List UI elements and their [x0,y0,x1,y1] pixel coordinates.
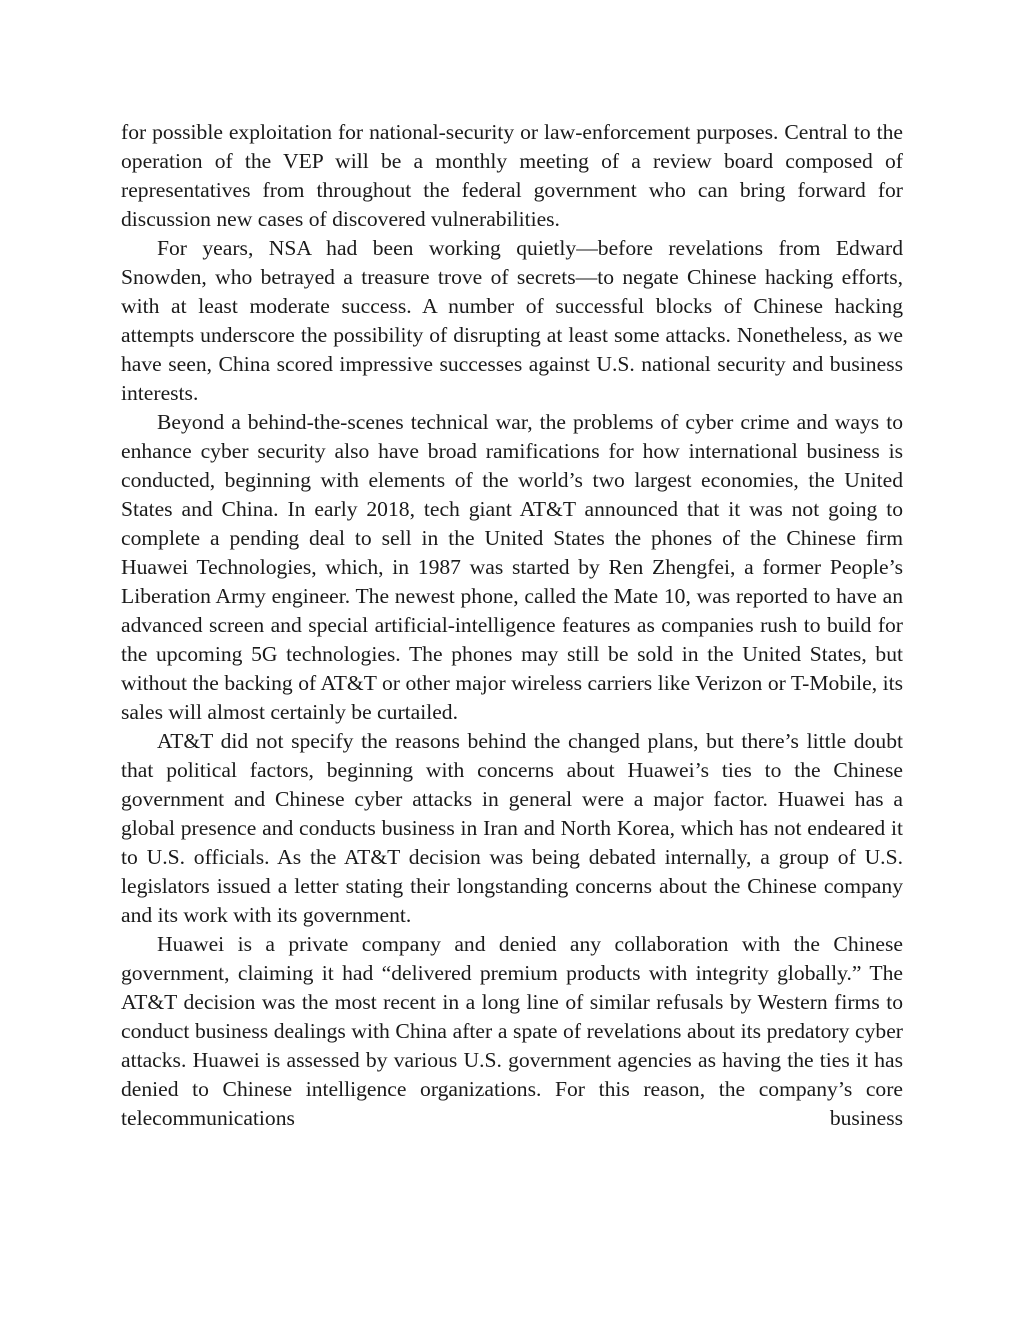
document-page [121,118,903,1133]
paragraph-vep-continued: for possible exploitation for national-security or law-enforcement purposes. Central to the operation of the VEP will be a monthly meeting of a review board composed of representatives from throughout the federal government who can bring forward for discussion new cases of discovered vulnerabilities. [121,120,903,231]
paragraph-business-ramifications: Beyond a behind-the-scenes technical war, the problems of cyber crime and ways to enhance cyber security also have broad ramifications for how international business is conducted, beginning with elements of the world’s two largest economies, the United States and China. In early 2018, tech giant AT&T announced that it was not going to complete a pending deal to sell in the United States the phones of the Chinese firm Huawei Technologies, which, in 1987 was started by Ren Zhengfei, a former People’s Liberation Army engineer. The newest phone, called the Mate 10, was reported to have an advanced screen and special artificial-intelligence features as companies rush to build for the upcoming 5G technologies. The phones may still be sold in the United States, but without the backing of AT&T or other major wireless carriers like Verizon or T-Mobile, its sales will almost certainly be curtailed. [121,410,903,724]
paragraph-nsa-efforts: For years, NSA had been working quietly—before revelations from Edward Snowden, who betrayed a treasure trove of secrets—to negate Chinese hacking efforts, with at least moderate success. A number of successful blocks of Chinese hacking attempts underscore the possibility of disrupting at least some attacks. Nonetheless, as we have seen, China scored impressive successes against U.S. national security and business interests. [121,236,903,405]
paragraph-huawei-private: Huawei is a private company and denied any collaboration with the Chinese government, claiming it had “delivered premium products with integrity globally.” The AT&T decision was the most recent in a long line of similar refusals by Western firms to conduct business dealings with China after a spate of revelations about its predatory cyber attacks. Huawei is assessed by various U.S. government agencies as having the ties it has denied to Chinese intelligence organizations. For this reason, the company’s core telecommunications business [121,932,903,1130]
paragraph-att-reasons: AT&T did not specify the reasons behind the changed plans, but there’s little doubt that political factors, beginning with concerns about Huawei’s ties to the Chinese government and Chinese cyber attacks in general were a major factor. Huawei has a global presence and conducts business in Iran and North Korea, which has not endeared it to U.S. officials. As the AT&T decision was being debated internally, a group of U.S. legislators issued a letter stating their longstanding concerns about the Chinese company and its work with its government. [121,729,903,927]
